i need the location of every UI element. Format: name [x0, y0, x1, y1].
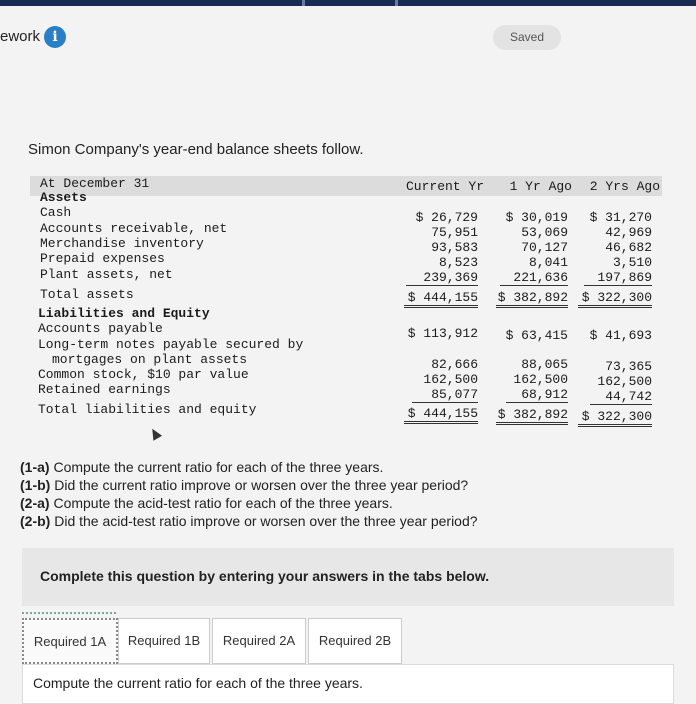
cell-1yr: 68,912	[506, 387, 568, 403]
row-label: Accounts payable	[38, 321, 163, 336]
row-label: Total liabilities and equity	[38, 402, 257, 417]
col-2yrs-ago: 2 Yrs Ago	[589, 179, 660, 194]
row-label: Long-term notes payable secured by	[38, 337, 304, 352]
instructions-box	[22, 548, 674, 606]
cell-current: 239,369	[406, 270, 478, 286]
row-label: Cash	[40, 205, 72, 220]
cell-1yr: $ 382,892	[496, 290, 568, 308]
cell-1yr: $ 382,892	[496, 407, 568, 425]
cell-2yr: 162,500	[597, 374, 652, 389]
info-icon[interactable]: i	[44, 26, 66, 48]
cell-current: 75,951	[431, 225, 478, 240]
row-label: Merchandise inventory	[40, 236, 204, 251]
tab-required-2b[interactable]: Required 2B	[308, 618, 402, 664]
questions	[20, 458, 478, 530]
cell-1yr: $ 30,019	[505, 210, 568, 225]
row-label: Prepaid expenses	[40, 251, 165, 266]
cell-2yr: 197,869	[584, 270, 652, 286]
tab-content	[22, 664, 674, 704]
cell-2yr: 46,682	[605, 240, 652, 255]
saved-badge: Saved	[493, 25, 561, 50]
tab-content-text: Compute the current ratio for each of the three years.	[33, 675, 363, 691]
cell-current: $ 444,155	[404, 406, 478, 424]
row-label: Retained earnings	[38, 382, 171, 397]
cell-2yr: 73,365	[605, 359, 652, 374]
top-bar-divider	[302, 0, 305, 6]
cell-2yr: $ 31,270	[589, 210, 652, 225]
top-bar-divider	[395, 0, 398, 6]
cell-current: 82,666	[431, 357, 478, 372]
header-label: At December 31	[40, 176, 150, 191]
cell-current: $ 444,155	[404, 290, 478, 308]
section-liabilities: Liabilities and Equity	[38, 306, 210, 321]
question-1a: (1-a) Compute the current ratio for each of the three years.	[20, 459, 384, 475]
cell-1yr: 221,636	[500, 270, 568, 286]
tab-required-1a[interactable]: Required 1A	[22, 618, 118, 664]
cell-current: 8,523	[438, 255, 478, 270]
cell-1yr: 70,127	[521, 240, 568, 255]
cell-current: $ 113,912	[407, 326, 478, 341]
top-bar	[0, 0, 696, 6]
question-1b: (1-b) Did the current ratio improve or worsen over the three year period?	[20, 477, 469, 493]
balance-sheet	[30, 176, 662, 436]
cell-1yr: 53,069	[521, 225, 568, 240]
section-assets: Assets	[40, 190, 87, 205]
cell-1yr: 8,041	[528, 255, 568, 270]
cell-current: 93,583	[431, 240, 478, 255]
col-current-yr: Current Yr	[405, 179, 484, 194]
cell-1yr: $ 63,415	[505, 328, 568, 343]
tab-required-2a[interactable]: Required 2A	[212, 618, 306, 664]
cell-current: 85,077	[412, 387, 478, 403]
cell-1yr: 162,500	[513, 372, 568, 387]
cell-current: $ 26,729	[415, 210, 478, 225]
cell-2yr: 3,510	[612, 255, 652, 270]
header	[0, 14, 696, 54]
cell-1yr: 88,065	[521, 357, 568, 372]
intro-text: Simon Company's year-end balance sheets follow.	[28, 141, 364, 158]
cell-2yr: 44,742	[590, 389, 652, 405]
instructions-text: Complete this question by entering your answers in the tabs below.	[40, 568, 490, 584]
row-label: Total assets	[40, 287, 134, 302]
question-2b: (2-b) Did the acid-test ratio improve or worsen over the three year period?	[20, 513, 478, 529]
row-label: Plant assets, net	[40, 267, 173, 282]
col-1yr-ago: 1 Yr Ago	[509, 179, 572, 194]
answer-tabs	[22, 612, 674, 666]
question-2a: (2-a) Compute the acid-test ratio for each of the three years.	[20, 495, 393, 511]
cell-2yr: 42,969	[605, 225, 652, 240]
row-label: mortgages on plant assets	[52, 352, 248, 367]
cell-2yr: $ 322,300	[578, 409, 652, 427]
tab-required-1b[interactable]: Required 1B	[118, 618, 210, 664]
nav-title[interactable]: ework	[0, 28, 41, 45]
cell-current: 162,500	[423, 372, 478, 387]
cell-2yr: $ 41,693	[589, 328, 652, 343]
cell-2yr: $ 322,300	[578, 290, 652, 308]
row-label: Accounts receivable, net	[40, 221, 228, 236]
row-label: Common stock, $10 par value	[38, 367, 249, 382]
